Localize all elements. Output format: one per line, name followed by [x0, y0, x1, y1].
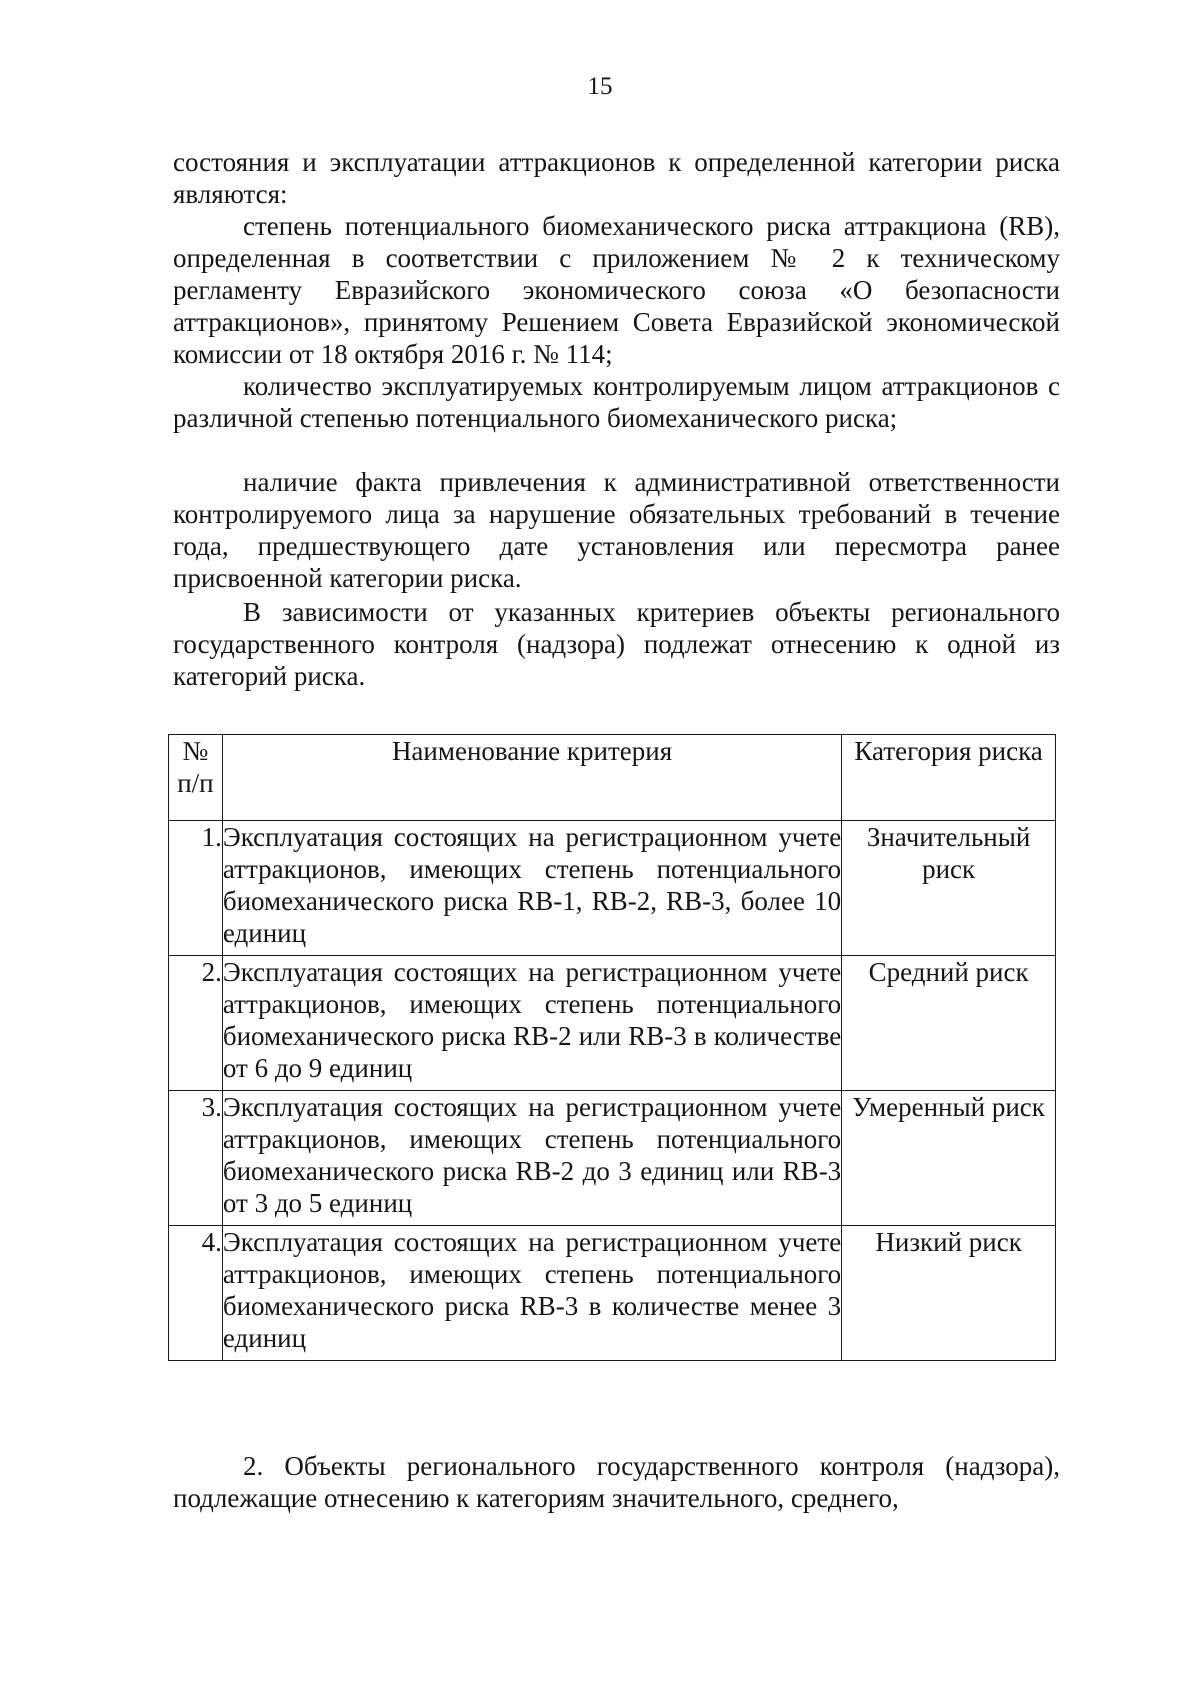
row-category: Низкий риск [842, 1226, 1056, 1361]
table-row [169, 956, 1056, 1091]
row-category: Значительный риск [842, 821, 1056, 956]
row-number: 1. [169, 821, 223, 956]
table-row [169, 1091, 1056, 1226]
header-risk-category: Категория риска [842, 735, 1056, 821]
header-number: № п/п [169, 735, 223, 821]
criterion-paragraph-2: количество эксплуатируемых контролируемым лицом аттракционов с различной степенью потенциального биомеханического риска; [173, 371, 1060, 433]
criterion-paragraph-3: наличие факта привлечения к административной ответственности контролируемого лица за нарушение обязательных требований в течение года, предшествующего дате установления или пересмотра ранее присвоенной категории риска. [173, 467, 1060, 593]
intro-paragraph: состояния и эксплуатации аттракционов к определенной категории риска являются: [173, 147, 1060, 209]
row-criterion: Эксплуатация состоящих на регистрационном учете аттракционов, имеющих степень потенциального биомеханического риска RB-1, RB-2, RB-3, более 10 единиц [222, 821, 841, 956]
row-number: 4. [169, 1226, 223, 1361]
criterion-paragraph-1: степень потенциального биомеханического риска аттракциона (RB), определенная в соответствии с приложением № 2 к техническому регламенту Евразийского экономического союза «О безопасности аттракционов», принятому Решением Совета Евразийской экономической комиссии от 18 октября 2016 г. № 114; [173, 211, 1060, 369]
conclusion-paragraph: В зависимости от указанных критериев объекты регионального государственного контроля (надзора) подлежат отнесению к одной из категорий риска. [173, 597, 1060, 691]
row-category: Средний риск [842, 956, 1056, 1091]
table-row [169, 821, 1056, 956]
header-criterion-name: Наименование критерия [222, 735, 841, 821]
risk-criteria-table [168, 734, 1056, 1361]
row-criterion: Эксплуатация состоящих на регистрационном учете аттракционов, имеющих степень потенциального биомеханического риска RB-2 до 3 единиц или RB-3 от 3 до 5 единиц [222, 1091, 841, 1226]
page-number: 15 [587, 73, 613, 100]
row-criterion: Эксплуатация состоящих на регистрационном учете аттракционов, имеющих степень потенциального биомеханического риска RB-2 или RB-3 в количестве от 6 до 9 единиц [222, 956, 841, 1091]
row-criterion: Эксплуатация состоящих на регистрационном учете аттракционов, имеющих степень потенциального биомеханического риска RB-3 в количестве менее 3 единиц [222, 1226, 841, 1361]
row-number: 3. [169, 1091, 223, 1226]
section-2-paragraph: 2. Объекты регионального государственного контроля (надзора), подлежащие отнесению к категориям значительного, среднего, [173, 1451, 1060, 1513]
row-category: Умеренный риск [842, 1091, 1056, 1226]
table-header-row [169, 735, 1056, 821]
table-row [169, 1226, 1056, 1361]
row-number: 2. [169, 956, 223, 1091]
